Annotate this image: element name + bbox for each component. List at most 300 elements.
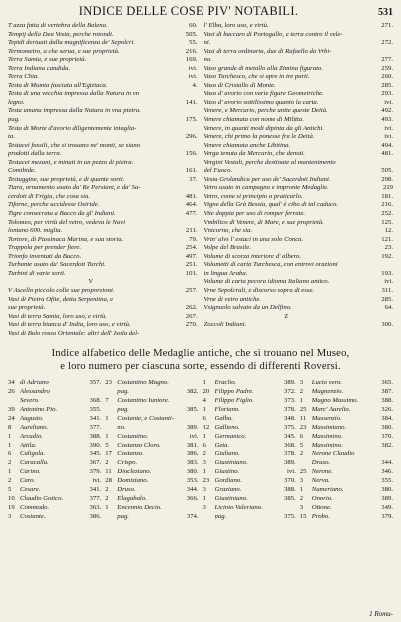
medal-name: Graziano.: [214, 486, 242, 494]
entry-text: lontano 600. miglia.: [8, 227, 63, 235]
index-entry: [204, 313, 394, 322]
medal-pg: [373, 450, 393, 459]
entry-text: Zoccoli Indiani.: [203, 321, 247, 329]
index-entry: [8, 167, 198, 176]
entry-text: Vigne della Grà Bessia, qual' è cibo di tal caduco.: [203, 201, 338, 209]
entry-text: Vaso d' avorio sottilissimo quanto la carta.: [203, 98, 319, 106]
medal-name: Diocleziano.: [117, 468, 152, 476]
medal-num: 12: [202, 423, 210, 431]
medal-pg: [276, 504, 296, 513]
entry-text: pag.: [8, 116, 20, 124]
medal-row: [203, 442, 296, 451]
medal-row: [203, 424, 296, 433]
medal-row: [203, 459, 296, 468]
medals-column: [300, 379, 393, 522]
medal-num: 11: [105, 468, 112, 476]
medal-row: [203, 468, 296, 477]
entry-page: 12.: [384, 227, 393, 235]
entry-text: Volume di carta pecora idioma Italiano antico.: [203, 278, 330, 286]
index-entry: [204, 142, 394, 151]
index-entry: [204, 210, 394, 219]
medal-pg: 348.: [284, 414, 296, 422]
medal-row: [203, 495, 296, 504]
medal-name: Caro.: [20, 477, 36, 485]
medal-num: 2: [105, 495, 109, 503]
entry-page: 464.: [185, 201, 198, 209]
entry-text: Vrin' alvs l' estaci in una solo Conca.: [203, 235, 304, 243]
medal-name: pag.: [117, 512, 129, 520]
medal-row: [300, 513, 393, 522]
entry-text: del Fuoco.: [203, 167, 233, 175]
medal-row: [105, 486, 198, 495]
entry-text: Testacei mezani, e minuti in un pezzo di pietra.: [8, 158, 134, 166]
medal-name: Giustiniano.: [214, 459, 248, 467]
medal-pg: 370.: [381, 432, 393, 440]
medal-pg: 383.: [186, 459, 199, 467]
medal-pg: 344.: [381, 459, 393, 467]
entry-page: 497.: [185, 252, 198, 260]
medal-pg: 388.: [284, 486, 296, 494]
index-entry: [8, 82, 198, 91]
medal-pg: 370.: [284, 477, 296, 485]
entry-text: Turbante usato da' Sacerdoti Turchi.: [8, 261, 106, 269]
medal-pg: 349.: [381, 503, 393, 511]
entry-text: Testa di una vecchia impressa dalla Natura in vn: [8, 90, 140, 98]
medal-pg: 341.: [89, 486, 102, 494]
medal-name: Massimino.: [311, 441, 343, 449]
entry-page: ivi.: [384, 124, 393, 132]
medal-pg: 382.: [381, 441, 393, 449]
medal-row: [105, 424, 198, 433]
medal-num: 2: [105, 459, 109, 467]
entry-page: [174, 90, 198, 99]
medal-row: [105, 379, 198, 388]
entry-text: V Ascello piccolo colle sue proporzioni.: [8, 286, 115, 294]
entry-page: 270.: [185, 321, 198, 329]
running-header: [8, 4, 393, 18]
entry-page: 262.: [185, 304, 198, 312]
index-entry: [8, 99, 198, 108]
index-entry: [204, 107, 394, 116]
medal-name: Massimino.: [311, 432, 343, 440]
medal-num: 24: [8, 414, 15, 422]
medal-num: 8: [8, 423, 12, 431]
medal-num: 23: [105, 379, 112, 387]
index-entry: [8, 270, 198, 279]
index-entry: [204, 48, 394, 57]
medal-name: Carino.: [20, 468, 41, 476]
index-entry: [204, 99, 394, 108]
medal-pg: 379.: [89, 468, 102, 476]
index-entry: [8, 330, 198, 339]
index-entries: [8, 22, 393, 338]
entry-text: Vasi di Bolo rosso Orientale: altri dell' Isola del-: [8, 329, 140, 337]
entry-text: Venere, chi primo la ponesse fra le Deità.: [203, 133, 315, 141]
medal-name: Numeriano.: [311, 486, 344, 494]
page-title: INDICE DELLE COSE PIV' NOTABILI.: [78, 4, 299, 18]
entry-text: Testa di Morte d'avorio diligentemente intaglia-: [8, 124, 137, 132]
medal-row: [105, 504, 198, 513]
entry-page: [174, 296, 198, 305]
medal-name: Caracalla.: [20, 459, 49, 467]
medal-pg: 341.: [89, 414, 102, 422]
entry-page: [369, 159, 393, 168]
medal-row: [300, 379, 393, 388]
medal-row: [105, 388, 198, 397]
index-entry: [204, 116, 394, 125]
entry-page: 141.: [185, 98, 198, 106]
entry-page: 477.: [185, 210, 198, 218]
index-entry: [204, 31, 394, 40]
entry-page: [369, 261, 393, 270]
medal-pg: 375.: [284, 423, 296, 431]
entry-page: 216.: [381, 201, 393, 209]
index-entry: [8, 73, 198, 82]
entry-page: 300.: [381, 321, 393, 329]
medal-name: Galba.: [214, 414, 233, 422]
medal-num: 17: [105, 450, 112, 458]
index-entry: [204, 193, 394, 202]
medal-row: [105, 468, 198, 477]
medal-num: 23: [299, 423, 307, 431]
medal-row: [8, 468, 101, 477]
entry-text: Vasi di terra ordinaria, due di Rafaello da Vrbi-: [203, 47, 332, 55]
entry-page: 23.: [384, 244, 393, 252]
medal-name: Ottone.: [311, 503, 332, 511]
entry-text: Venere chiamata con nome di Militta.: [203, 116, 304, 124]
medal-num: 3: [202, 459, 206, 467]
medal-row: [105, 406, 198, 415]
medal-num: [203, 513, 215, 522]
medal-name: Geta.: [214, 441, 230, 449]
medal-row: [203, 504, 296, 513]
medal-pg: 365.: [381, 379, 393, 387]
medal-row: [8, 459, 101, 468]
entry-page: 254.: [185, 244, 198, 252]
medal-name: Licinio Valeriano.: [214, 503, 263, 511]
entry-page: 494.: [381, 141, 393, 149]
entry-page: 156.: [185, 150, 198, 158]
medal-pg: 374.: [186, 512, 199, 520]
entry-text: Volume di scorza interiore d' albero.: [203, 252, 302, 260]
medal-num: 5: [8, 486, 12, 494]
medal-name: di Adriano: [20, 379, 49, 387]
medal-name: Eraclio.: [214, 379, 237, 387]
entry-text: Vetro usato in campagna e impronte Medaglie.: [203, 184, 329, 192]
medal-pg: ivi.: [92, 477, 102, 485]
index-entry: [204, 22, 394, 31]
medal-row: [300, 388, 393, 397]
medal-name: Marc' Aurelio.: [311, 405, 351, 413]
entry-text: no.: [203, 56, 212, 64]
entry-page: 219: [382, 184, 393, 192]
entry-page: 277.: [381, 56, 393, 64]
medal-num: 1: [202, 405, 206, 413]
medal-pg: 345.: [89, 450, 102, 458]
medal-pg: 385.: [186, 405, 199, 413]
index-entry: [8, 90, 198, 99]
medal-num: 19: [8, 503, 15, 511]
index-entry: [204, 278, 394, 287]
entry-text: l' Elba, loro uso, e virtù.: [203, 22, 269, 29]
entry-text: Vrne Sepolcrali, e discorso sopra di esse.: [203, 286, 315, 294]
index-entry: [8, 142, 198, 151]
medal-name: Magnenzio.: [311, 388, 344, 396]
entry-text: Vaso di Cristallo di Monte.: [203, 81, 276, 89]
index-entry: [204, 244, 394, 253]
medal-name: Claudio Gotico.: [20, 495, 64, 503]
medal-row: [300, 415, 393, 424]
index-entry: [8, 133, 198, 142]
entry-text: Vaso Turchesco, che si apre in tre parti.: [203, 73, 310, 81]
medal-pg: 366.: [186, 495, 199, 503]
right-index-column: [204, 22, 394, 338]
medal-num: [300, 459, 312, 468]
medal-num: 5: [105, 441, 109, 449]
medal-row: [300, 459, 393, 468]
entry-page: [369, 313, 393, 322]
medal-pg: 384.: [381, 414, 393, 422]
entry-page: ivi.: [384, 278, 393, 286]
medal-row: [8, 477, 101, 486]
medal-pg: 363.: [89, 503, 102, 511]
medal-name: Probo.: [311, 512, 330, 520]
medal-pg: 390.: [89, 441, 102, 449]
medal-pg: [81, 388, 101, 397]
index-entry: [8, 296, 198, 305]
medal-num: 34: [8, 379, 15, 387]
entry-page: 481.: [381, 150, 393, 158]
medal-num: 1: [105, 503, 109, 511]
medal-row: [105, 513, 198, 522]
entry-page: 252.: [381, 210, 393, 218]
entry-text: Volumetti di carta Turchesca, con entrovi orazioni: [203, 261, 338, 269]
index-entry: [204, 167, 394, 176]
medal-name: Costante, e Costanti-: [117, 414, 174, 422]
medal-name: Caligola.: [20, 450, 46, 458]
medal-row: [8, 433, 101, 442]
medal-num: 3: [202, 486, 206, 494]
medal-pg: 375.: [284, 512, 296, 520]
entry-page: 169.: [185, 56, 198, 64]
medal-row: [203, 388, 296, 397]
index-entry: [8, 244, 198, 253]
medal-num: 1: [202, 495, 206, 503]
entry-text: Vite doppia per uso di romper ferrate.: [203, 210, 306, 218]
index-entry: [204, 270, 394, 279]
entry-page: ivi.: [384, 98, 393, 106]
index-entry: [204, 159, 394, 168]
medal-pg: 379.: [381, 512, 393, 520]
entry-text: Vmbilico di Venere, di Mare, e sue proprietà.: [203, 218, 324, 226]
medal-num: 2: [202, 450, 206, 458]
medal-name: Massimiano.: [311, 423, 347, 431]
medal-row: [300, 477, 393, 486]
medal-name: Nerva.: [311, 477, 330, 485]
entry-page: 161.: [185, 167, 198, 175]
medal-num: [105, 388, 117, 397]
medal-num: 4: [202, 397, 206, 405]
index-entry: [204, 133, 394, 142]
entry-text: Tolomeo, per virtù del vetro, vedeva le Navi: [8, 218, 126, 226]
medal-name: Costante.: [20, 512, 46, 520]
medal-row: [203, 433, 296, 442]
medal-row: [8, 379, 101, 388]
entry-page: 60.: [189, 22, 198, 29]
entry-text: Termometro, a che serua, e sue proprietà.: [8, 47, 120, 55]
medal-pg: 344.: [186, 486, 199, 494]
medal-num: 5: [299, 441, 304, 449]
medal-num: 39: [8, 405, 15, 413]
entry-text: Tortore, di Passinaca Marina, e sua storia.: [8, 235, 124, 243]
medal-num: 11: [299, 414, 307, 422]
medal-name: Lucio vero.: [311, 379, 342, 387]
medal-pg: 368.: [89, 397, 102, 405]
index-entry: [8, 253, 198, 262]
medal-row: [203, 406, 296, 415]
index-entry: [204, 296, 394, 305]
medal-pg: ivi.: [287, 468, 296, 476]
medal-name: Druso.: [117, 486, 136, 494]
medal-row: [300, 468, 393, 477]
entry-page: 257.: [185, 286, 198, 294]
entry-text: Tiforne, perche uccidesse Osiride.: [8, 201, 100, 209]
entry-text: Terra Samia, e sue proprietà.: [8, 56, 87, 64]
medal-row: [300, 495, 393, 504]
medal-row: [105, 495, 198, 504]
entry-page: 311.: [381, 286, 393, 294]
medal-name: Commodo.: [20, 503, 50, 511]
index-entry: [204, 227, 394, 236]
medal-num: 15: [299, 512, 307, 520]
entry-page: [174, 125, 198, 134]
index-entry: [8, 193, 198, 202]
entry-page: 211.: [186, 227, 198, 235]
medal-name: Germanico.: [214, 432, 247, 440]
entry-page: [174, 142, 198, 151]
entry-page: 4.: [192, 81, 198, 89]
medal-name: Crispo.: [117, 459, 138, 467]
medal-num: 6: [8, 450, 12, 458]
index-entry: [204, 236, 394, 245]
entry-page: 79.: [189, 235, 198, 243]
medal-pg: 373.: [284, 397, 296, 405]
medal-pg: [179, 504, 199, 513]
entry-page: 285.: [381, 295, 393, 303]
medal-pg: 389.: [186, 423, 199, 431]
medal-num: 1: [105, 432, 109, 440]
entry-page: 298.: [381, 175, 393, 183]
medal-name: Nerone Claudio: [311, 450, 355, 458]
medal-name: Gallieno.: [214, 423, 240, 431]
entry-page: 64.: [384, 304, 393, 312]
medal-num: 1: [299, 397, 304, 405]
entry-page: 175.: [185, 116, 198, 124]
medal-num: 23: [202, 477, 210, 485]
entry-text: in lingua Araba.: [203, 269, 248, 277]
medal-name: Arcadio.: [20, 432, 43, 440]
index-entry: [204, 304, 394, 313]
medal-row: [203, 379, 296, 388]
index-entry: [204, 90, 394, 99]
medal-row: [300, 397, 393, 406]
index-entry: [204, 321, 394, 330]
entry-text: Testa umana impressa dalla Natura in vna pietra.: [8, 107, 141, 115]
index-entry: [204, 39, 394, 48]
entry-page: [174, 330, 198, 339]
index-entry: [8, 287, 198, 296]
medal-name: Costantino Magno.: [117, 379, 169, 387]
entry-text: Vesta Grolandica per uso de' Sacerdoti Indiani.: [203, 175, 331, 183]
medal-row: [8, 513, 101, 522]
medal-num: 3: [8, 512, 12, 520]
index-entry: [204, 184, 394, 193]
entry-text: Tepidi deriuati dalla magnificenza de' Sepolcri.: [8, 39, 136, 47]
medal-row: [105, 477, 198, 486]
medal-row: [300, 504, 393, 513]
medal-name: Attila.: [20, 441, 37, 449]
medal-name: Costantino Iuniore.: [117, 397, 170, 405]
entry-page: 181.: [381, 192, 393, 200]
medal-pg: 377.: [89, 423, 102, 431]
medal-pg: 380.: [381, 486, 393, 494]
medal-num: 1: [202, 432, 206, 440]
index-entry: [204, 176, 394, 185]
medal-num: 6: [299, 432, 304, 440]
medal-name: Antonino Pio.: [20, 405, 58, 413]
entry-page: 193.: [381, 269, 393, 277]
index-entry: [204, 82, 394, 91]
medals-column: [105, 379, 198, 522]
medal-name: Elagabalo.: [117, 495, 147, 503]
entry-page: 267.: [185, 312, 198, 320]
index-entry: [8, 65, 198, 74]
medal-pg: 385.: [284, 495, 296, 503]
index-entry: [8, 56, 198, 65]
medal-pg: 345.: [284, 432, 296, 440]
entry-text: Turbini di varie sorti.: [8, 269, 66, 277]
medal-num: 26: [8, 388, 15, 396]
medal-pg: 355.: [89, 405, 102, 413]
medal-name: Massenzio.: [311, 414, 342, 422]
index-entry: [8, 227, 198, 236]
medal-name: Costanzo Cloro.: [117, 441, 161, 449]
index-entry: [8, 176, 198, 185]
medal-pg: 367.: [89, 459, 102, 467]
medal-num: 10: [8, 495, 15, 503]
medal-row: [8, 495, 101, 504]
medal-pg: [179, 415, 199, 424]
entry-page: 505.: [185, 30, 198, 38]
medal-name: Aureliano.: [20, 423, 49, 431]
medal-num: 1: [8, 468, 12, 476]
entry-text: Vetro, come si principio a praticarlo.: [203, 192, 303, 200]
entry-text: Vaso grande di metallo alla Zimina figurato.: [203, 64, 323, 72]
medal-pg: 389.: [381, 495, 393, 503]
index-entry: [204, 261, 394, 270]
medal-pg: 388.: [89, 432, 102, 440]
medal-row: [203, 450, 296, 459]
medals-index-table: [8, 379, 393, 522]
medal-num: 2: [299, 450, 304, 458]
entry-page: ivi.: [188, 64, 198, 72]
medal-num: 28: [105, 477, 112, 485]
index-entry: [204, 201, 394, 210]
medal-pg: 372.: [284, 388, 296, 396]
medal-name: Floriano.: [214, 405, 240, 413]
index-entry: [204, 65, 394, 74]
medal-name: Costanzo.: [117, 450, 144, 458]
